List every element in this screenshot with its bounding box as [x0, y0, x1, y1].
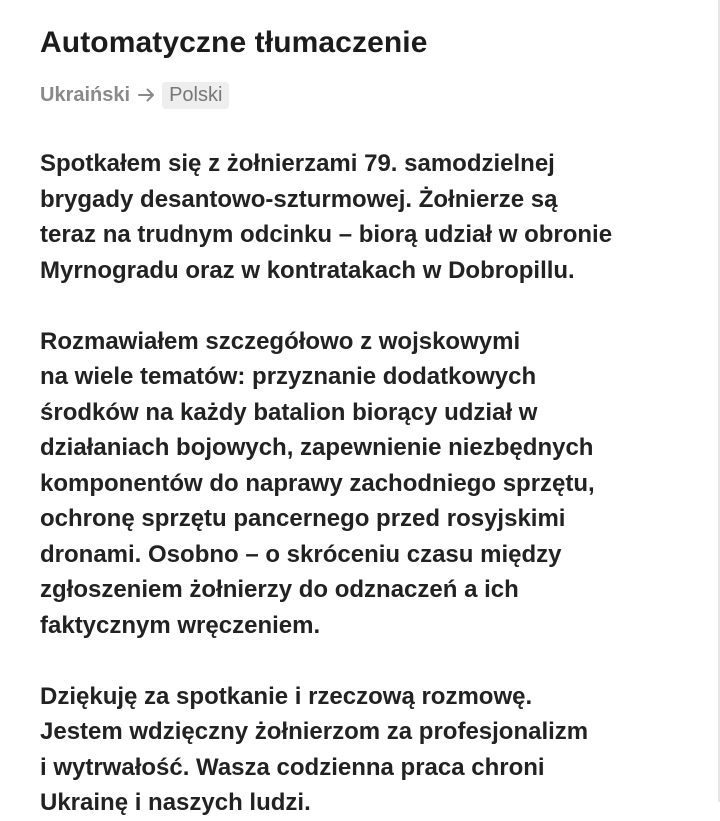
text-line: Dziękuję za spotkanie i rzeczową rozmowę.	[40, 682, 533, 710]
text-line: Spotkałem się z żołnierzami 79. samodzielnej	[40, 150, 555, 177]
text-line: teraz na trudnym odcinku – biorą udział w obronie	[40, 221, 613, 248]
text-line: faktycznym wręczeniem.	[40, 611, 321, 639]
paragraph-1	[40, 146, 700, 288]
text-line: zgłoszeniem żołnierzy do odznaczeń a ich	[40, 576, 519, 603]
text-line: środków na każdy batalion biorący udział w	[40, 398, 538, 426]
text-line: ochronę sprzętu pancernego przed rosyjskimi	[40, 505, 566, 532]
text-line: Jestem wdzięczny żołnierzom za profesjonalizm	[40, 718, 589, 745]
text-line: na wiele tematów: przyznanie dodatkowych	[40, 363, 537, 390]
text-line: dronami. Osobno – o skróceniu czasu między	[40, 540, 562, 568]
translated-text	[40, 146, 700, 821]
text-line: Rozmawiałem szczegółowo z wojskowymi	[40, 327, 521, 355]
text-line: brygady desantowo-szturmowej. Żołnierze są	[40, 185, 558, 213]
text-line: Myrnogradu oraz w kontratakach w Dobropillu.	[40, 256, 575, 284]
language-pair	[40, 80, 229, 110]
target-language-button[interactable]: Polski	[162, 82, 229, 109]
page-title: Automatyczne tłumaczenie	[40, 26, 428, 59]
text-line: działaniach bojowych, zapewnienie niezbędnych	[40, 434, 594, 461]
arrow-right-icon	[138, 87, 156, 103]
text-line: komponentów do naprawy zachodniego sprzętu,	[40, 469, 595, 497]
paragraph-3	[40, 679, 700, 821]
source-language-label: Ukraiński	[40, 83, 131, 106]
text-line: Ukrainę i naszych ludzi.	[40, 789, 311, 816]
paragraph-2	[40, 324, 700, 644]
text-line: i wytrwałość. Wasza codzienna praca chroni	[40, 753, 545, 781]
